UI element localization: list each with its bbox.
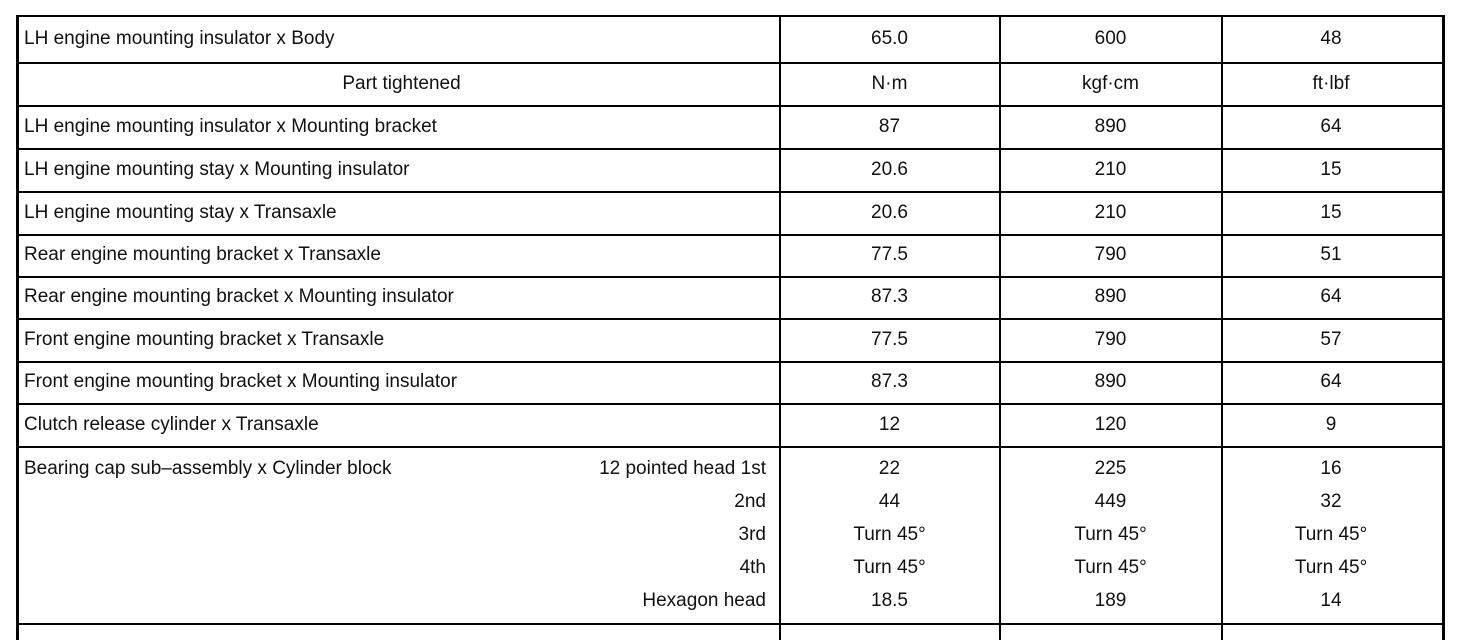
part-cell: LH engine mounting stay x Transaxle	[24, 202, 337, 223]
nm-cell: Turn 45°	[853, 557, 926, 578]
nm-cell: 20.6	[871, 159, 908, 180]
nm-cell: 22	[878, 458, 901, 479]
nm-cell: 65.0	[871, 28, 908, 49]
part-cell: Rear engine mounting bracket x Mounting insulator	[24, 286, 454, 307]
part-cell: LH engine mounting insulator x Body	[24, 28, 335, 49]
nm-cell: 77.5	[871, 244, 908, 265]
nm-cell: 87.3	[871, 286, 908, 307]
row-divider	[16, 318, 1445, 320]
column-divider	[16, 15, 19, 640]
part-cell: LH engine mounting stay x Mounting insulator	[24, 159, 410, 180]
kgfcm-cell: 120	[1094, 414, 1127, 435]
row-divider	[16, 446, 1445, 448]
part-cell: Clutch release cylinder x Transaxle	[24, 414, 319, 435]
column-divider	[1442, 15, 1445, 640]
header-ftlbf: ft·lbf	[1312, 73, 1350, 94]
nm-cell: 12	[878, 414, 901, 435]
column-divider	[1221, 15, 1223, 640]
ftlbf-cell: 57	[1320, 329, 1342, 350]
row-divider	[16, 403, 1445, 405]
nm-cell: 87	[878, 116, 901, 137]
kgfcm-cell: 210	[1094, 159, 1127, 180]
row-divider	[16, 62, 1445, 64]
header-nm: N·m	[871, 73, 908, 94]
ftlbf-cell: 16	[1320, 458, 1342, 479]
ftlbf-cell: 64	[1320, 286, 1342, 307]
ftlbf-cell: 9	[1325, 414, 1337, 435]
part-cell: Rear engine mounting bracket x Transaxle	[24, 244, 381, 265]
kgfcm-cell: 790	[1094, 244, 1127, 265]
ftlbf-cell: Turn 45°	[1294, 557, 1368, 578]
step-label: 12 pointed head 1st	[599, 458, 766, 479]
row-divider	[16, 191, 1445, 193]
part-cell: Front engine mounting bracket x Mounting insulator	[24, 371, 458, 392]
row-divider	[16, 623, 1445, 625]
nm-cell: Turn 45°	[853, 524, 926, 545]
column-divider	[999, 15, 1001, 640]
kgfcm-cell: 790	[1094, 329, 1127, 350]
row-divider	[16, 276, 1445, 278]
kgfcm-cell: 449	[1094, 491, 1127, 512]
kgfcm-cell: 890	[1094, 371, 1127, 392]
kgfcm-cell: Turn 45°	[1074, 557, 1147, 578]
row-divider	[16, 15, 1445, 17]
kgfcm-cell: 890	[1094, 116, 1127, 137]
nm-cell: 87.3	[871, 371, 908, 392]
row-divider	[16, 148, 1445, 150]
ftlbf-cell: 51	[1320, 244, 1342, 265]
part-cell: Front engine mounting bracket x Transaxle	[24, 329, 385, 350]
row-divider	[16, 105, 1445, 107]
kgfcm-cell: 225	[1094, 458, 1127, 479]
nm-cell: 44	[878, 491, 901, 512]
ftlbf-cell: 32	[1320, 491, 1342, 512]
nm-cell: 77.5	[871, 329, 908, 350]
ftlbf-cell: 64	[1320, 116, 1342, 137]
part-cell: Bearing cap sub–assembly x Cylinder block	[24, 458, 392, 479]
step-label: 2nd	[734, 491, 766, 512]
ftlbf-cell: 15	[1320, 202, 1342, 223]
ftlbf-cell: 64	[1320, 371, 1342, 392]
part-cell: LH engine mounting insulator x Mounting bracket	[24, 116, 437, 137]
ftlbf-cell: 14	[1320, 590, 1342, 611]
nm-cell: 18.5	[871, 590, 908, 611]
step-label: Hexagon head	[642, 590, 766, 611]
kgfcm-cell: 189	[1094, 590, 1127, 611]
kgfcm-cell: Turn 45°	[1074, 524, 1147, 545]
ftlbf-cell: 48	[1320, 28, 1342, 49]
nm-cell: 20.6	[871, 202, 908, 223]
step-label: 3rd	[738, 524, 766, 545]
header-kgfcm: kgf·cm	[1082, 73, 1139, 94]
ftlbf-cell: Turn 45°	[1294, 524, 1368, 545]
kgfcm-cell: 210	[1094, 202, 1127, 223]
column-divider	[779, 15, 781, 640]
header-part-tightened: Part tightened	[342, 73, 461, 94]
step-label: 4th	[739, 557, 766, 578]
kgfcm-cell: 600	[1094, 28, 1127, 49]
ftlbf-cell: 15	[1320, 159, 1342, 180]
row-divider	[16, 234, 1445, 236]
row-divider	[16, 361, 1445, 363]
kgfcm-cell: 890	[1094, 286, 1127, 307]
